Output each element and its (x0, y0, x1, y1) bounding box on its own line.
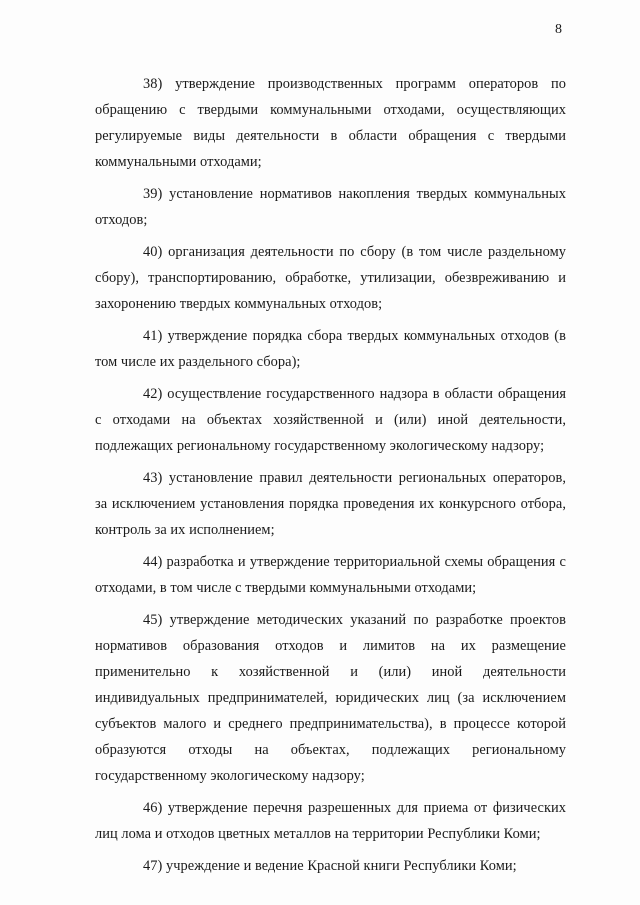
list-item: 42) осуществление государственного надзора в области обращения с отходами на объектах хозяйственной и (или) иной деятельности, подлежащих региональному государственному экологическому надзору; (95, 386, 566, 454)
list-item: 39) установление нормативов накопления твердых коммунальных отходов; (95, 186, 566, 228)
list-item: 43) установление правил деятельности региональных операторов, за исключением установления порядка проведения их конкурсного отбора, контроль за их исполнением; (95, 470, 566, 538)
page-number: 8 (555, 22, 562, 37)
list-item: 40) организация деятельности по сбору (в том числе раздельному сбору), транспортированию, обработке, утилизации, обезвреживанию и захоронению твердых коммунальных отходов; (95, 244, 566, 312)
list-item: 45) утверждение методических указаний по разработке проектов нормативов образования отходов и лимитов на их размещение применительно к хозяйственной и (или) иной деятельности индивидуальных предпринимателей, юридических лиц (за исключением субъектов малого и среднего предпринимательства), в процессе которой образуются отходы на объектах, подлежащих региональному государственному экологическому надзору; (95, 612, 566, 784)
list-item: 47) учреждение и ведение Красной книги Республики Коми; (143, 858, 517, 874)
list-item: 44) разработка и утверждение территориальной схемы обращения с отходами, в том числе с твердыми коммунальными отходами; (95, 554, 566, 596)
list-item: 46) утверждение перечня разрешенных для приема от физических лиц лома и отходов цветных металлов на территории Республики Коми; (95, 800, 566, 842)
list-item: 38) утверждение производственных программ операторов по обращению с твердыми коммунальными отходами, осуществляющих регулируемые виды деятельности в области обращения с твердыми коммунальными отходами; (95, 76, 566, 170)
list-item: 41) утверждение порядка сбора твердых коммунальных отходов (в том числе их раздельного сбора); (95, 328, 566, 370)
document-body (95, 71, 566, 885)
